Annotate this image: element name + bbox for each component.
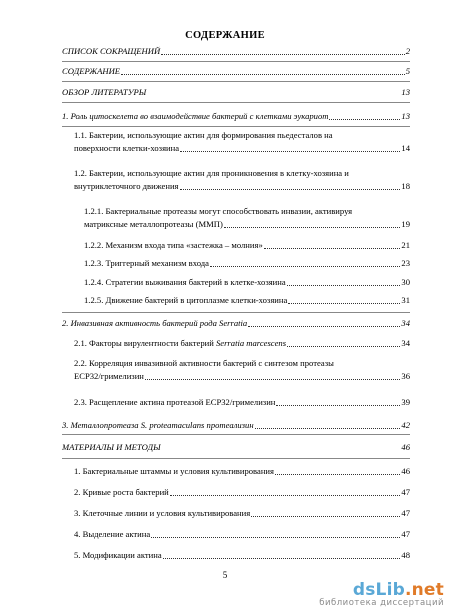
toc-entry-page: 18 [401,181,410,191]
toc-entry-label [74,338,286,349]
toc-entry-page: 31 [401,295,410,305]
toc-entry[interactable] [62,87,410,98]
toc-entry-page: 36 [401,371,410,381]
toc-entry[interactable] [74,338,410,349]
leader-dots [147,95,400,96]
toc-entry-label: 1.2.5. Движение бактерий в цитоплазме клетки-хозяина [84,295,288,305]
toc-entry-label: СПИСОК СОКРАЩЕНИЙ [62,46,161,56]
toc-entry-page: 13 [401,87,410,97]
toc-entry-page: 23 [401,258,410,268]
divider [62,81,410,82]
leader-dots [276,404,400,406]
leader-dots [248,325,400,327]
page-title: СОДЕРЖАНИЕ [185,30,265,41]
watermark-brand [319,580,444,600]
toc-entry-page: 34 [401,338,410,348]
toc-entry-page: 5 [405,66,410,76]
toc-entry-label-line1: 1.2. Бактерии, использующие актин для проникновения в клетку-хозяина и [74,168,349,178]
toc-entry-label: 1. Роль цитоскелета во взаимодействие бактерий с клетками эукариот [62,111,329,121]
toc-entry[interactable] [74,466,410,477]
leader-dots [264,247,401,249]
toc-entry[interactable] [62,420,410,431]
toc-entry[interactable] [74,529,410,540]
toc-entry-label: матриксные металлопротеазы (ММП) [84,219,223,229]
toc-entry-label: 1.2.2. Механизм входа типа «застежка – молния» [84,240,263,250]
toc-entry[interactable] [74,487,410,498]
toc-entry-label: поверхности клетки-хозяина [74,143,180,153]
divider [62,458,410,459]
toc-entry-page: 34 [401,318,410,328]
divider [62,102,410,103]
toc-entry-page: 39 [401,397,410,407]
toc-entry-label-line1: 1.2.1. Бактериальные протеазы могут способствовать инвазии, активируя [84,206,353,216]
toc-entry[interactable] [84,240,410,251]
toc-entry-label: МАТЕРИАЛЫ И МЕТОДЫ [62,442,161,452]
toc-entry[interactable] [74,550,410,561]
toc-entry[interactable] [74,397,410,408]
toc-entry[interactable] [84,295,410,306]
divider [62,126,410,127]
toc-entry-page: 47 [401,529,410,539]
toc-entry-label: ОБЗОР ЛИТЕРАТУРЫ [62,87,147,97]
toc-entry-page: 30 [401,277,410,287]
leader-dots [145,378,401,380]
leader-dots [151,536,400,538]
toc-entry[interactable] [62,111,410,122]
toc-entry[interactable] [62,318,410,329]
toc-entry[interactable] [84,277,410,288]
leader-dots [255,427,401,429]
leader-dots [180,188,401,190]
toc-entry[interactable] [62,442,410,453]
toc-entry-label: 2.3. Расщепление актина протеазой ECP32/гримелизин [74,397,276,407]
leader-dots [162,450,401,451]
toc-entry-page: 42 [401,420,410,430]
leader-dots [251,515,400,517]
toc-entry[interactable] [84,258,410,269]
toc-entry[interactable] [62,66,410,77]
toc-entry-page: 48 [401,550,410,560]
watermark-brand-a: dsLib [352,580,405,600]
toc-entry-page: 2 [405,46,410,56]
toc-entry-page: 13 [401,111,410,121]
divider [62,61,410,62]
leader-dots [121,73,405,75]
toc-entry[interactable] [62,357,410,383]
divider [62,312,410,313]
toc-entry[interactable] [62,129,410,155]
toc-entry-label: 1.2.3. Триггерный механизм входа [84,258,209,268]
toc-entry-label: внутриклеточного движения [74,181,179,191]
watermark-subtitle: библиотека диссертаций [319,598,444,608]
toc-entry-page: 46 [401,466,410,476]
toc-entry-label: 4. Выделение актина [74,529,151,539]
toc-entry-page: 21 [401,240,410,250]
toc-entry-label-line1: 2.2. Корреляция инвазивной активности бактерий с синтезом протеазы [74,358,334,368]
leader-dots [161,53,405,55]
toc-entry-label-line1: 1.1. Бактерии, использующие актин для формирования пьедесталов на [74,130,333,140]
toc-entry-label: 3. Клеточные линии и условия культивирования [74,508,251,518]
leader-dots [329,118,400,120]
page-number: 5 [222,570,228,580]
toc-entry-label-species: Serratia marcescens [215,338,287,348]
watermark-logo [319,580,444,608]
leader-dots [287,345,400,347]
divider [62,434,410,435]
leader-dots [210,265,400,267]
leader-dots [224,226,401,228]
toc-entry[interactable] [62,205,410,231]
leader-dots [163,557,401,559]
toc-entry-label: 3. Металлопротеаза S. proteamaculans протеализин [62,420,254,430]
leader-dots [287,284,401,286]
toc-entry-page: 47 [401,487,410,497]
leader-dots [288,302,400,304]
toc-entry-page: 14 [401,143,410,153]
toc-entry-label: 2. Кривые роста бактерий [74,487,169,497]
toc-entry-page: 46 [401,442,410,452]
toc-entry-page: 47 [401,508,410,518]
toc-entry-label: СОДЕРЖАНИЕ [62,66,121,76]
toc-entry[interactable] [74,508,410,519]
toc-entry-label: 1.2.4. Стратегии выживания бактерий в клетке-хозяина [84,277,286,287]
toc-entry-label: 5. Модификации актина [74,550,162,560]
leader-dots [275,473,400,475]
toc-entry[interactable] [62,167,410,193]
toc-entry-label: 1. Бактериальные штаммы и условия культивирования [74,466,274,476]
toc-entry-label-text: 2.1. Факторы вирулентности бактерий [74,338,216,348]
leader-dots [170,494,401,496]
watermark-brand-b: .net [404,580,444,600]
toc-entry-page: 19 [401,219,410,229]
toc-entry-label: 2. Инвазивная активность бактерий рода Serratia [62,318,248,328]
leader-dots [180,150,400,152]
toc-entry-label: ECP32/гримелизин [74,371,144,381]
toc-entry[interactable] [62,46,410,57]
